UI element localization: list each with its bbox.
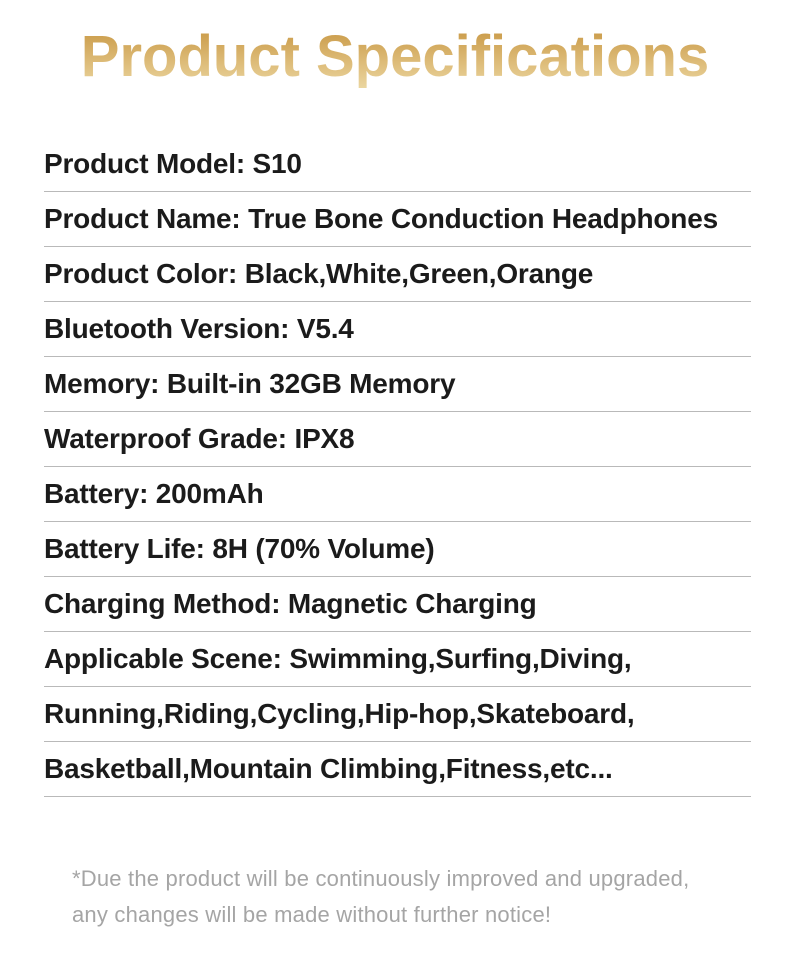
spec-row-battery xyxy=(44,467,751,522)
spec-row-waterproof-grade xyxy=(44,412,751,467)
spec-row-memory xyxy=(44,357,751,412)
disclaimer xyxy=(72,861,790,933)
spec-text: Basketball,Mountain Climbing,Fitness,etc... xyxy=(44,752,613,784)
spec-row-product-name xyxy=(44,192,751,247)
spec-list xyxy=(44,137,751,797)
disclaimer-line-2: any changes will be made without further notice! xyxy=(72,901,552,927)
spec-text: Battery Life: 8H (70% Volume) xyxy=(44,532,435,564)
spec-row-applicable-scene-cont-1 xyxy=(44,687,751,742)
spec-row-charging-method xyxy=(44,577,751,632)
spec-text: Waterproof Grade: IPX8 xyxy=(44,422,355,454)
disclaimer-line-1: *Due the product will be continuously improved and upgraded, xyxy=(72,865,690,891)
spec-text: Product Model: S10 xyxy=(44,147,302,179)
spec-text: Battery: 200mAh xyxy=(44,477,264,509)
spec-text: Product Color: Black,White,Green,Orange xyxy=(44,257,594,289)
spec-row-product-model xyxy=(44,137,751,192)
spec-text: Bluetooth Version: V5.4 xyxy=(44,312,354,344)
spec-text: Applicable Scene: Swimming,Surfing,Diving, xyxy=(44,642,632,674)
spec-row-applicable-scene-cont-2 xyxy=(44,742,751,797)
spec-row-bluetooth-version xyxy=(44,302,751,357)
page-title: Product Specifications xyxy=(0,0,790,91)
spec-row-product-color xyxy=(44,247,751,302)
spec-row-battery-life xyxy=(44,522,751,577)
spec-text: Charging Method: Magnetic Charging xyxy=(44,587,537,619)
spec-row-applicable-scene xyxy=(44,632,751,687)
spec-text: Running,Riding,Cycling,Hip-hop,Skateboard, xyxy=(44,697,635,729)
spec-text: Product Name: True Bone Conduction Headphones xyxy=(44,202,718,234)
spec-text: Memory: Built-in 32GB Memory xyxy=(44,367,456,399)
